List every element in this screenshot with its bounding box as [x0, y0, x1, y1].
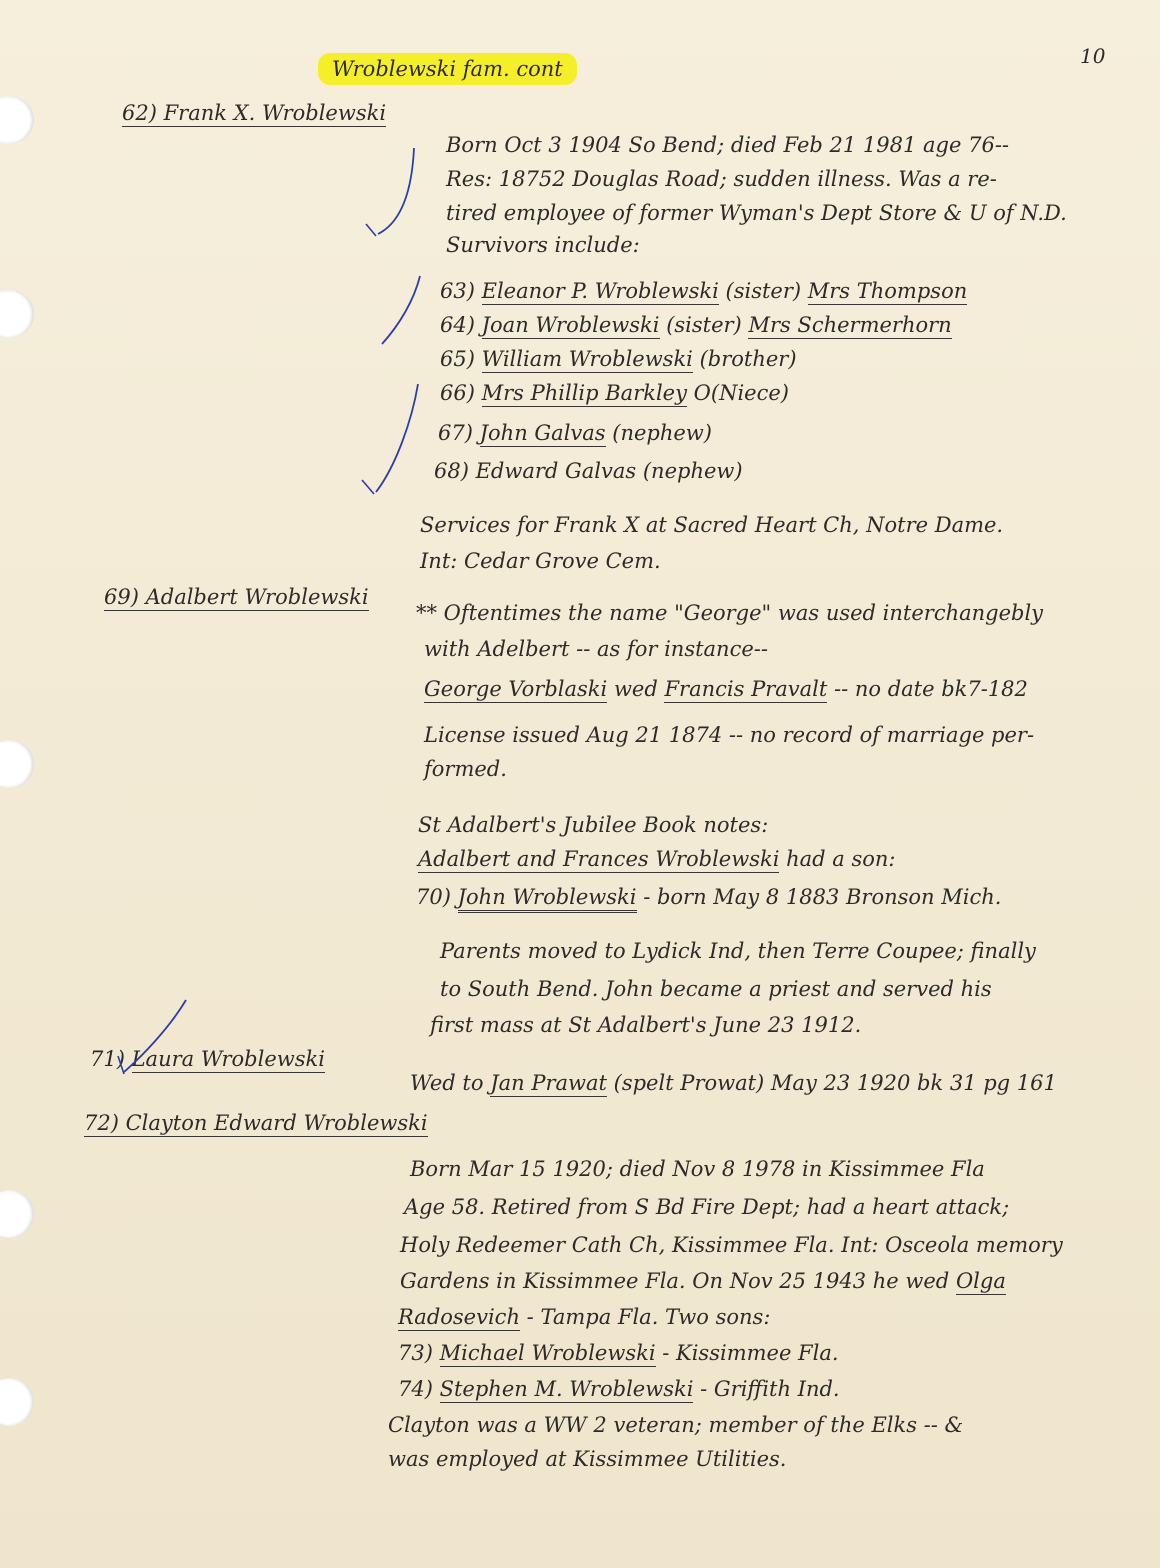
text-line: was employed at Kissimmee Utilities.: [388, 1447, 787, 1471]
entry-name-text: 62) Frank X. Wroblewski: [122, 101, 387, 125]
relation: (sister): [666, 313, 742, 337]
record-name: Adalbert and Frances Wroblewski: [418, 847, 780, 871]
text-line: to South Bend. John became a priest and served his: [440, 977, 992, 1001]
page-number: 10: [1080, 44, 1106, 68]
married-name: Mrs Thompson: [807, 279, 968, 303]
text-line: License issued Aug 21 1874 -- no record of marriage per-: [424, 723, 1035, 747]
record-name: Michael Wroblewski: [439, 1341, 656, 1365]
entry-number: 71): [90, 1047, 125, 1071]
married-name: Mrs Schermerhorn: [748, 313, 952, 337]
text-line: tired employee of former Wyman's Dept Store & U of N.D.: [446, 201, 1067, 225]
entry-number: 74): [398, 1377, 433, 1401]
text-fragment: Wed to: [410, 1071, 484, 1095]
survivor-name: John Galvas: [479, 421, 606, 445]
text-line: first mass at St Adalbert's June 23 1912.: [430, 1013, 862, 1037]
text-fragment: had a son:: [786, 847, 896, 871]
text-line: Age 58. Retired from S Bd Fire Dept; had a heart attack;: [404, 1195, 1010, 1219]
record-name: Jan Prawat: [490, 1071, 607, 1095]
text-fragment: (spelt Prowat) May 23 1920 bk 31 pg 161: [613, 1071, 1057, 1095]
relation: O(Niece): [693, 381, 789, 405]
relation: (sister): [725, 279, 802, 303]
text-line: with Adelbert -- as for instance--: [424, 637, 768, 661]
text-line: Born Mar 15 1920; died Nov 8 1978 in Kissimmee Fla: [410, 1157, 985, 1181]
entry-number: 64): [440, 313, 475, 337]
record-name: John Wroblewski: [458, 885, 637, 913]
entry-number: 73): [398, 1341, 433, 1365]
text-fragment: - Griffith Ind.: [700, 1377, 840, 1401]
text-line: Survivors include:: [446, 233, 640, 257]
text-line: ** Oftentimes the name "George" was used interchangebly: [416, 601, 1044, 625]
text-fragment: - born May 8 1883 Bronson Mich.: [643, 885, 1002, 909]
relation: (nephew): [612, 421, 712, 445]
entry-number: 66): [440, 381, 475, 405]
pen-check-mark: [366, 224, 376, 236]
pen-check-mark: [124, 1000, 186, 1072]
survivor-name: Mrs Phillip Barkley: [481, 381, 687, 405]
text-fragment: - Tampa Fla. Two sons:: [526, 1305, 771, 1329]
entry-number: 63): [440, 279, 475, 303]
record-name: Radosevich: [398, 1305, 520, 1329]
text-line: Holy Redeemer Cath Ch, Kissimmee Fla. Int: Osceola memory: [400, 1233, 1063, 1257]
pen-check-mark: [362, 480, 374, 494]
text-fragment: - Kissimmee Fla.: [662, 1341, 839, 1365]
text-line: Clayton was a WW 2 veteran; member of the Elks -- &: [388, 1413, 964, 1437]
text-fragment: Gardens in Kissimmee Fla. On Nov 25 1943 he wed: [400, 1269, 950, 1293]
record-name: Olga: [955, 1269, 1006, 1293]
text-fragment: wed: [613, 677, 658, 701]
survivor-name: Eleanor P. Wroblewski: [481, 279, 719, 303]
relation: (brother): [699, 347, 797, 371]
survivor-name: William Wroblewski: [481, 347, 693, 371]
text-line: Services for Frank X at Sacred Heart Ch, Notre Dame.: [420, 513, 1004, 537]
survivor-name: Joan Wroblewski: [481, 313, 660, 337]
entry-number: 65): [440, 347, 475, 371]
entry-number: 67): [438, 421, 473, 445]
text-line: Int: Cedar Grove Cem.: [420, 549, 661, 573]
pen-check-mark: [118, 1056, 124, 1074]
entry-number: 70): [416, 885, 451, 909]
record-name: Stephen M. Wroblewski: [439, 1377, 694, 1401]
entry-name-text: 69) Adalbert Wroblewski: [104, 585, 369, 609]
text-line: Res: 18752 Douglas Road; sudden illness. Was a re-: [446, 167, 997, 191]
text-line: Parents moved to Lydick Ind, then Terre Coupee; finally: [440, 939, 1036, 963]
pen-check-mark: [382, 276, 420, 344]
record-name: Francis Pravalt: [664, 677, 828, 701]
survivor-line: 68) Edward Galvas (nephew): [434, 459, 743, 483]
pen-check-mark: [378, 148, 414, 234]
highlighted-title: Wroblewski fam. cont: [318, 53, 577, 85]
text-line: formed.: [424, 757, 507, 781]
entry-name-text: 72) Clayton Edward Wroblewski: [84, 1111, 428, 1135]
text-fragment: -- no date bk7-182: [833, 677, 1028, 701]
text-line: St Adalbert's Jubilee Book notes:: [418, 813, 769, 837]
pen-bracket-mark: [376, 384, 418, 492]
entry-name-text: Laura Wroblewski: [131, 1047, 325, 1071]
text-line: Born Oct 3 1904 So Bend; died Feb 21 1981 age 76--: [446, 133, 1010, 157]
record-name: George Vorblaski: [424, 677, 608, 701]
